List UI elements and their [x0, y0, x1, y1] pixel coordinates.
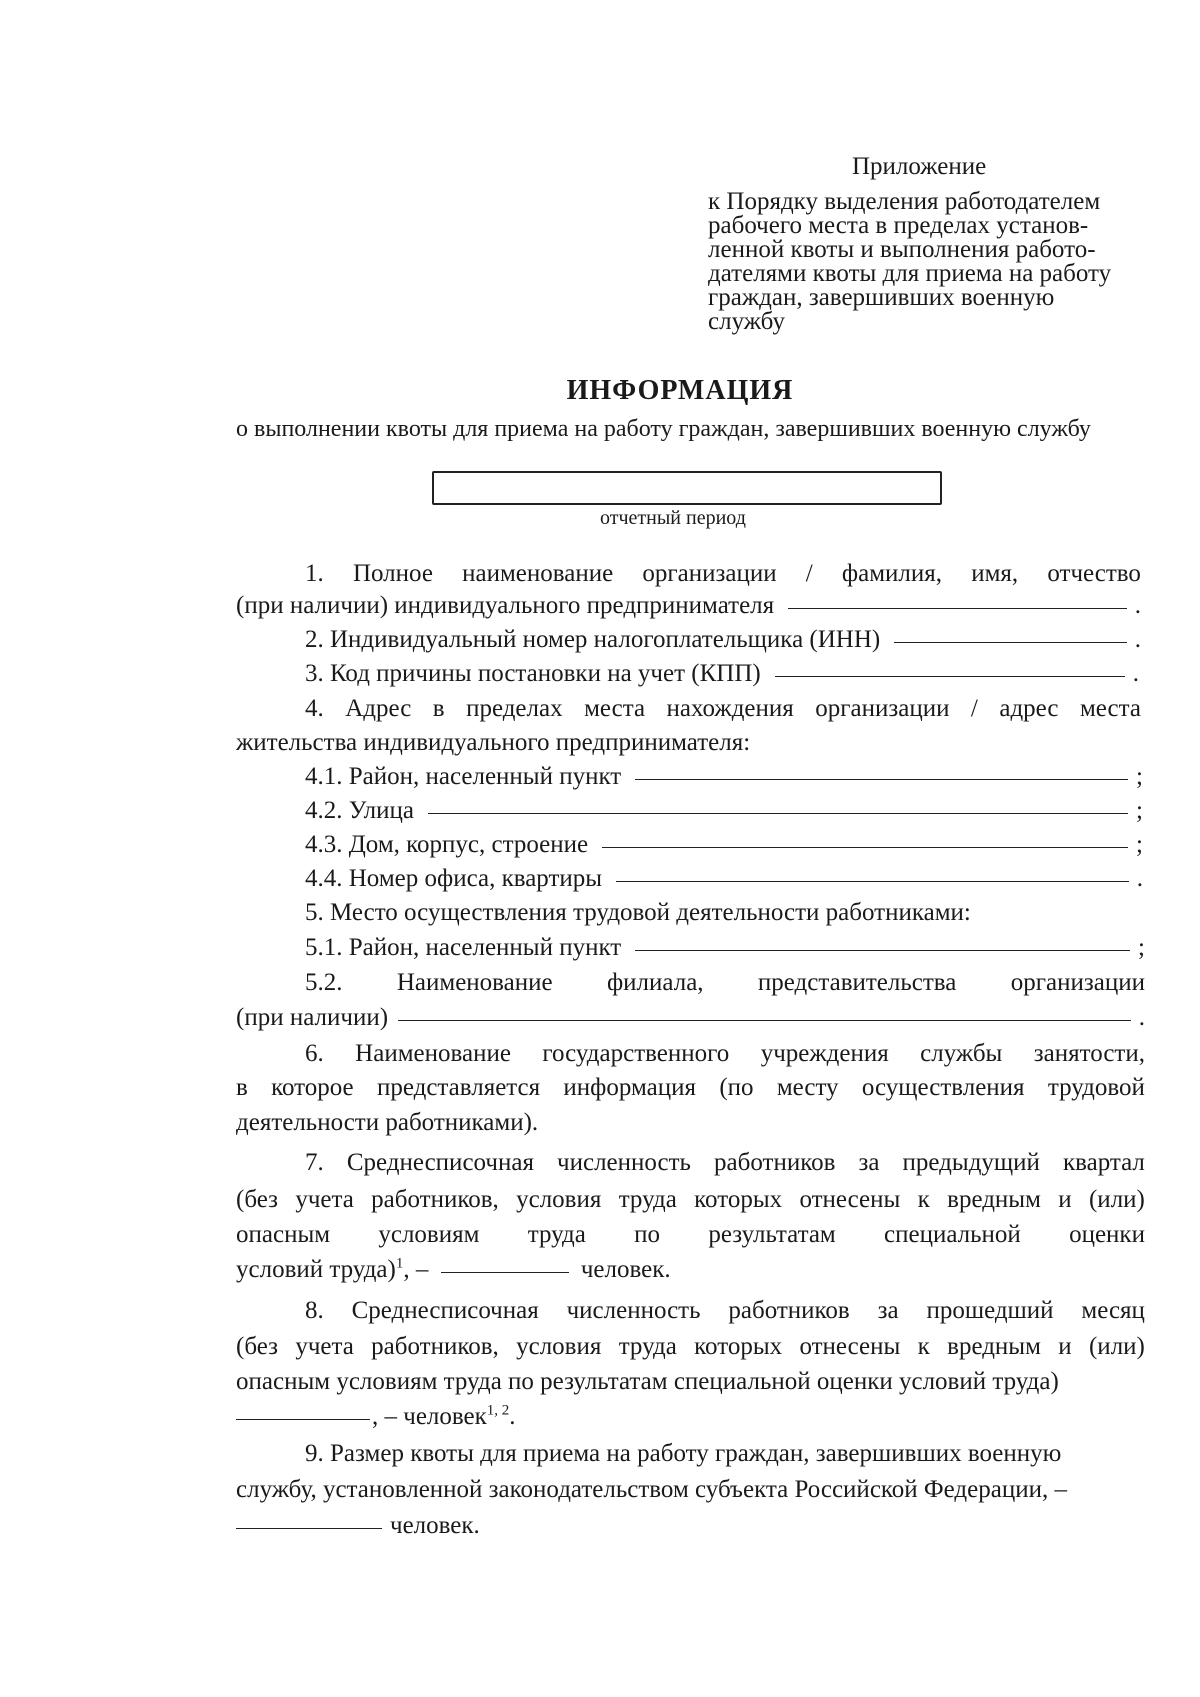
item-5-1: 5.1. Район, населенный пункт ;	[305, 934, 1145, 961]
item-5-2-line-1: 5.2. Наименование филиала, представительства организации	[305, 969, 1145, 996]
item-4-line-1: 4. Адрес в пределах места нахождения организации / адрес места	[305, 695, 1141, 722]
item-9-line-3: человек.	[236, 1510, 480, 1542]
reporting-period-field[interactable]	[432, 471, 942, 505]
building-input[interactable]	[602, 847, 1128, 848]
work-district-locality-input[interactable]	[635, 950, 1130, 951]
reporting-period-label: отчетный период	[600, 507, 746, 529]
appendix-line: службу	[708, 308, 785, 335]
item-7-line-1: 7. Среднесписочная численность работников за предыдущий квартал	[305, 1149, 1145, 1176]
appendix-line: к Порядку выделения работодателем	[708, 188, 1101, 215]
quota-size-input[interactable]	[236, 1527, 382, 1529]
item-2: 2. Индивидуальный номер налогоплательщика (ИНН) .	[305, 626, 1141, 653]
item-1-line-1: 1. Полное наименование организации / фамилия, имя, отчество	[305, 560, 1141, 587]
item-6-line-2: в которое представляется информация (по месту осуществления трудовой	[236, 1074, 1145, 1101]
item-8-line-1: 8. Среднесписочная численность работников за прошедший месяц	[305, 1297, 1145, 1324]
item-9-line-2: службу, установленной законодательством субъекта Российской Федерации, –	[236, 1476, 1067, 1503]
avg-headcount-quarter-input[interactable]	[441, 1271, 569, 1273]
inn-input[interactable]	[894, 642, 1127, 643]
document-title: ИНФОРМАЦИЯ	[566, 375, 794, 406]
item-7-line-4: условий труда)$^1$, – человек.	[236, 1255, 671, 1283]
item-4-4: 4.4. Номер офиса, квартиры .	[305, 865, 1143, 892]
street-input[interactable]	[428, 813, 1128, 814]
appendix-reference	[708, 190, 1111, 334]
appendix-line: граждан, завершивших военную	[708, 284, 1055, 311]
item-9-line-1: 9. Размер квоты для приема на работу граждан, завершивших военную	[305, 1440, 1062, 1467]
item-8-line-4: , – человек$^{1, 2}$.	[236, 1401, 516, 1433]
item-4-line-2: жительства индивидуального предпринимателя:	[236, 729, 751, 756]
appendix-title: Приложение	[852, 153, 987, 180]
item-5: 5. Место осуществления трудовой деятельности работниками:	[305, 899, 971, 926]
avg-headcount-month-input[interactable]	[236, 1418, 370, 1420]
kpp-input[interactable]	[775, 676, 1125, 677]
item-3: 3. Код причины постановки на учет (КПП) .	[305, 660, 1139, 687]
appendix-line: ленной квоты и выполнения работо-	[708, 236, 1096, 263]
item-4-3: 4.3. Дом, корпус, строение ;	[305, 831, 1143, 858]
office-apartment-input[interactable]	[616, 881, 1129, 882]
item-7-line-2: (без учета работников, условия труда которых отнесены к вредным и (или)	[236, 1186, 1145, 1213]
branch-name-input[interactable]	[398, 1020, 1131, 1021]
appendix-line: дателями квоты для приема на работу	[708, 260, 1112, 287]
item-7-line-3: опасным условиям труда по результатам специальной оценки	[236, 1221, 1145, 1248]
item-4-2: 4.2. Улица ;	[305, 797, 1143, 824]
document-subtitle: о выполнении квоты для приема на работу граждан, завершивших военную службу	[236, 416, 1091, 442]
item-6-line-3: деятельности работниками).	[236, 1109, 539, 1136]
organization-name-input[interactable]	[788, 608, 1127, 609]
item-5-2-line-2: (при наличии) .	[236, 1004, 1145, 1031]
district-locality-input[interactable]	[635, 779, 1128, 780]
item-8-line-2: (без учета работников, условия труда которых отнесены к вредным и (или)	[236, 1333, 1145, 1360]
item-4-1: 4.1. Район, населенный пункт ;	[305, 763, 1143, 790]
appendix-line: рабочего места в пределах установ-	[708, 212, 1089, 239]
item-8-line-3: опасным условиям труда по результатам специальной оценки условий труда)	[236, 1368, 1059, 1395]
item-1-line-2: (при наличии) индивидуального предпринимателя .	[236, 592, 1141, 619]
item-6-line-1: 6. Наименование государственного учреждения службы занятости,	[305, 1040, 1145, 1067]
